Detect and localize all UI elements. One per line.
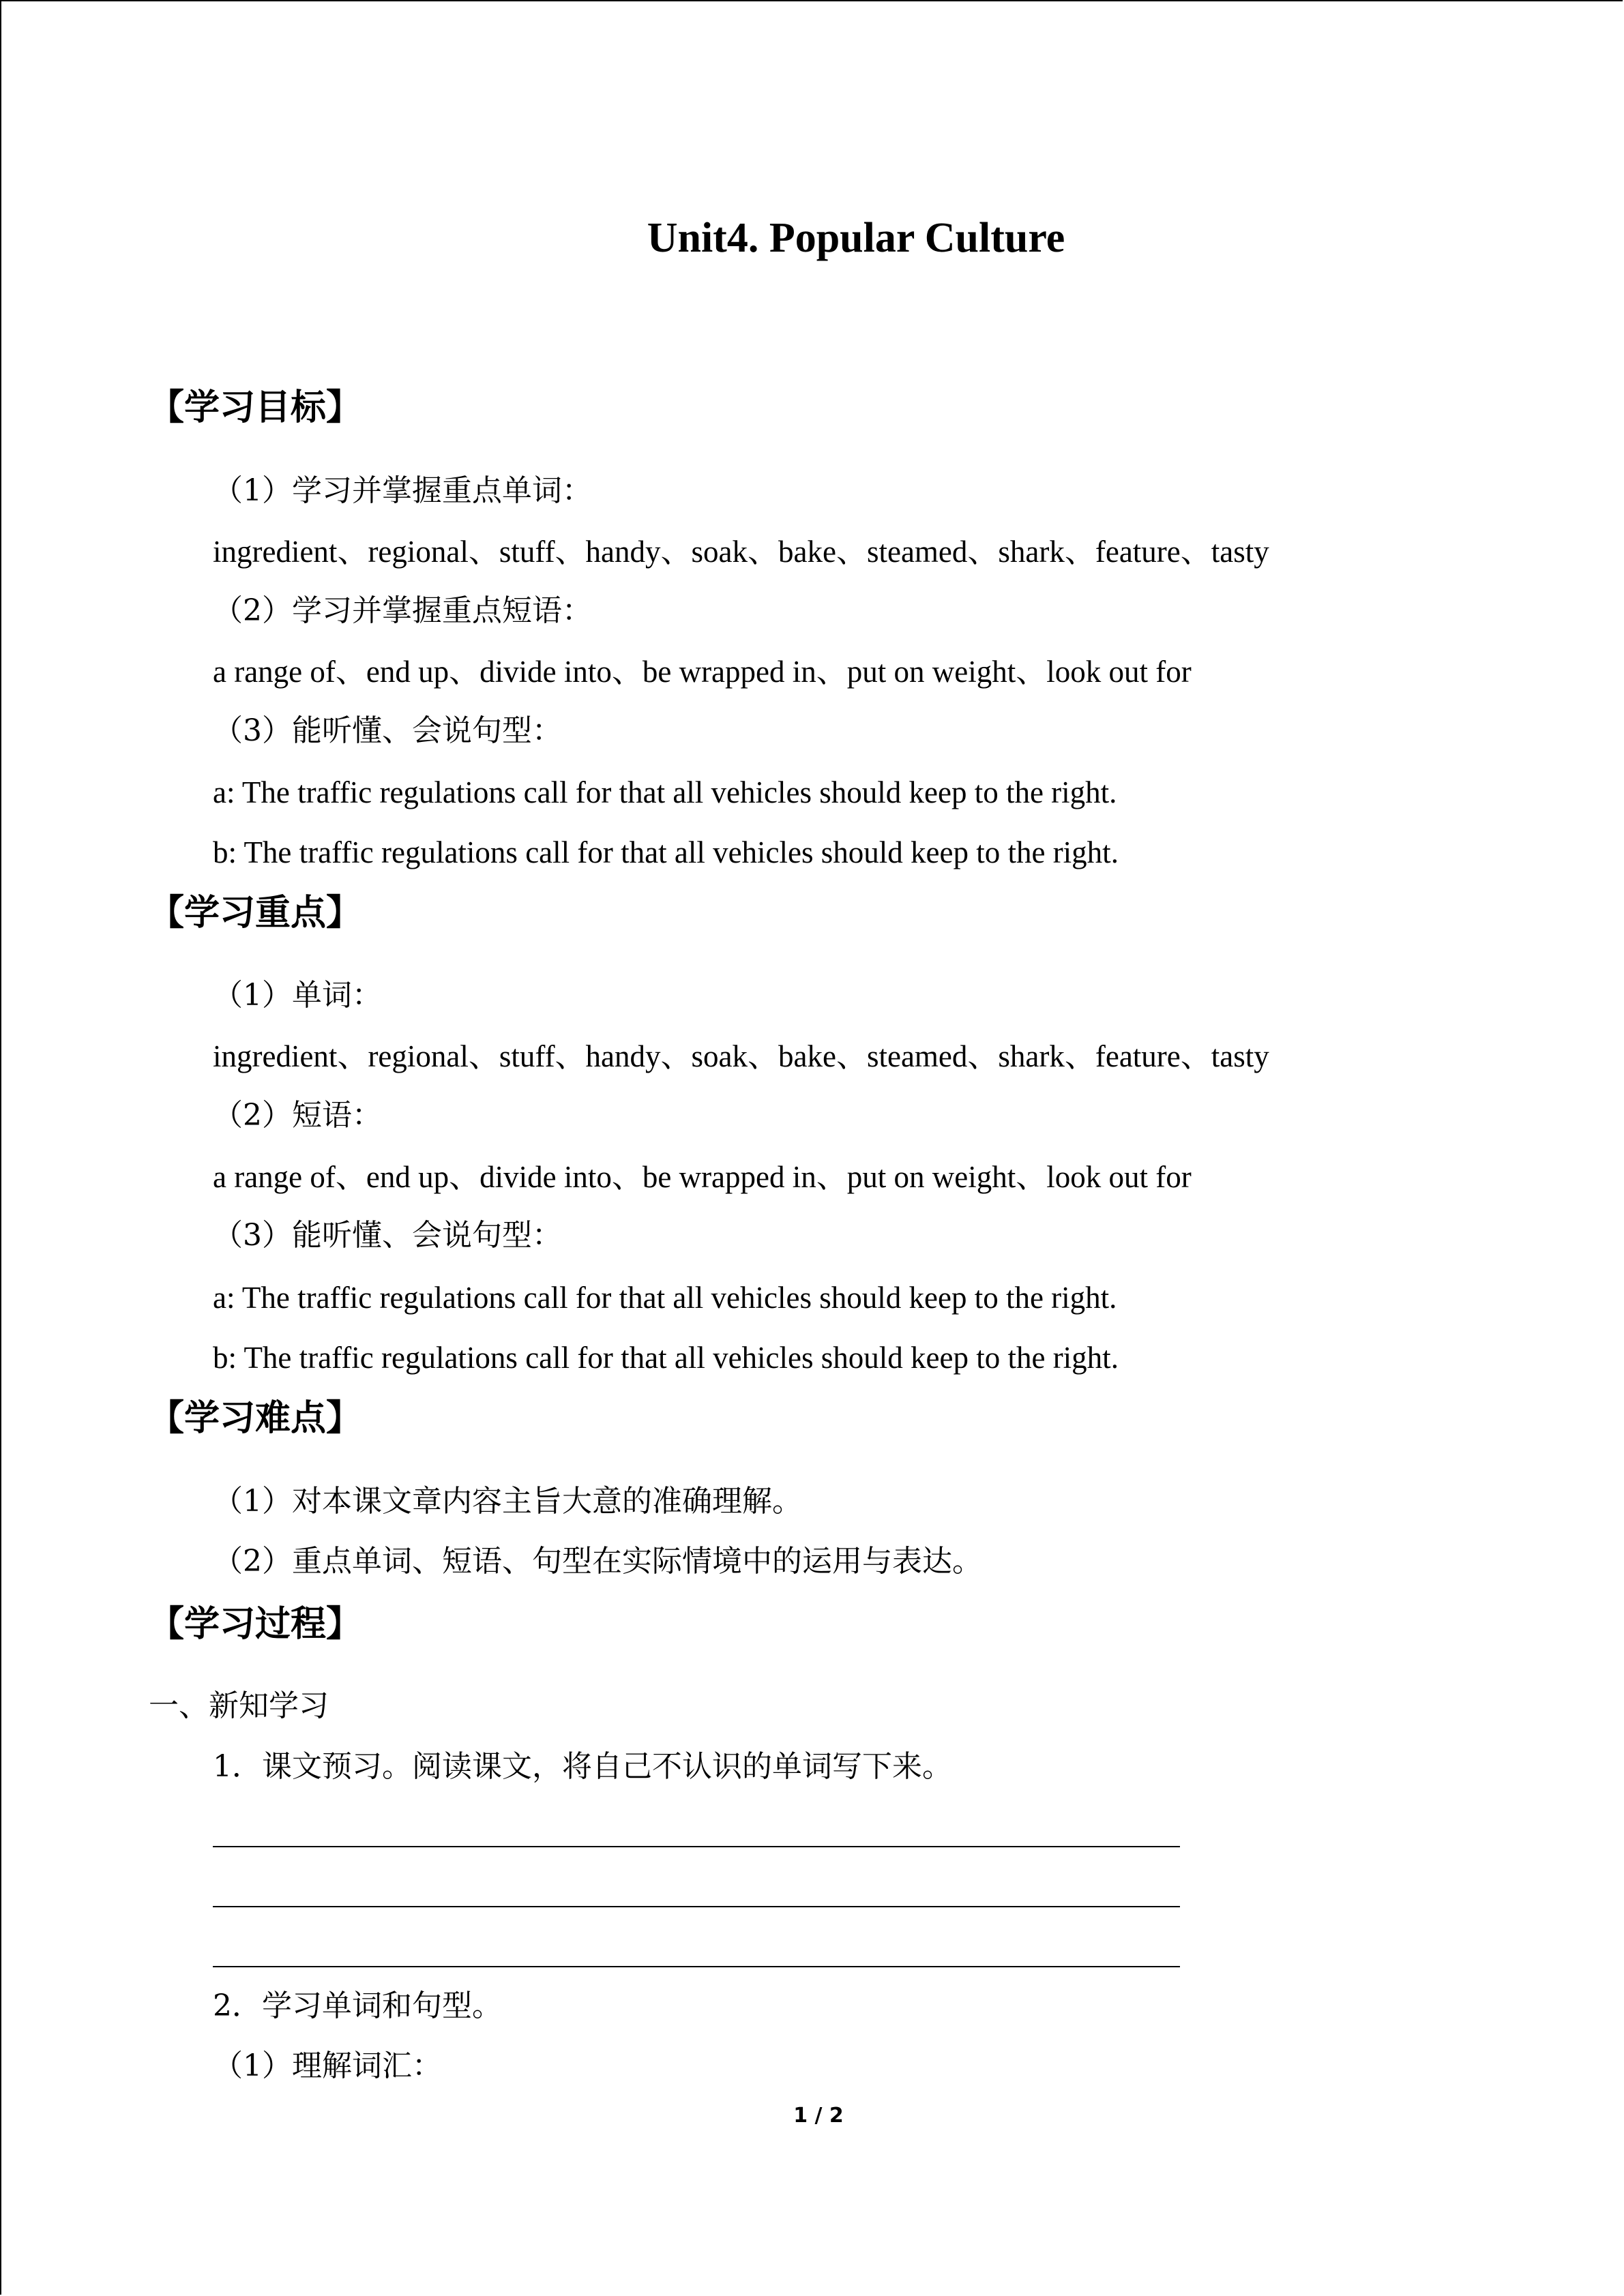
objectives-sentence-a: a: The traffic regulations call for that all vehicles should keep to the right.	[213, 775, 1117, 809]
answer-line-3[interactable]	[213, 1966, 1180, 1967]
page-number: 1 / 2	[793, 2104, 844, 2128]
objectives-sentence-b: b: The traffic regulations call for that all vehicles should keep to the right.	[213, 835, 1119, 869]
objectives-line-3: （3）能听懂、会说句型：	[213, 713, 562, 748]
key-points-sentence-b: b: The traffic regulations call for that all vehicles should keep to the right.	[213, 1341, 1119, 1375]
objectives-words: ingredient、regional、stuff、handy、soak、bake、steamed、shark、feature、tasty	[213, 535, 1269, 569]
task-two-title: 2．学习单词和句型。	[213, 1988, 502, 2023]
section-heading-difficulties: 【学习难点】	[149, 1398, 362, 1439]
task-two-subtitle: （1）理解词汇：	[213, 2048, 442, 2083]
difficulties-line-1: （1）对本课文章内容主旨大意的准确理解。	[213, 1484, 802, 1519]
key-points-phrases: a range of、end up、divide into、be wrapped in、put on weight、look out for	[213, 1160, 1192, 1194]
section-heading-process: 【学习过程】	[149, 1604, 362, 1645]
task-one-instruction: 1．课文预习。阅读课文，将自己不认识的单词写下来。	[213, 1749, 952, 1784]
objectives-line-1: （1）学习并掌握重点单词：	[213, 473, 592, 508]
section-heading-key-points: 【学习重点】	[149, 893, 362, 934]
objectives-phrases: a range of、end up、divide into、be wrapped in、put on weight、look out for	[213, 655, 1192, 689]
key-points-words: ingredient、regional、stuff、handy、soak、bake、steamed、shark、feature、tasty	[213, 1039, 1269, 1073]
key-points-line-2: （2）短语：	[213, 1098, 382, 1133]
key-points-line-1: （1）单词：	[213, 978, 382, 1013]
difficulties-line-2: （2）重点单词、短语、句型在实际情境中的运用与表达。	[213, 1544, 982, 1579]
part-one-title: 一、新知学习	[149, 1688, 329, 1723]
document-title: Unit4. Popular Culture	[647, 215, 1065, 261]
key-points-sentence-a: a: The traffic regulations call for that all vehicles should keep to the right.	[213, 1281, 1117, 1315]
answer-line-1[interactable]	[213, 1846, 1180, 1847]
key-points-line-3: （3）能听懂、会说句型：	[213, 1218, 562, 1253]
objectives-line-2: （2）学习并掌握重点短语：	[213, 593, 592, 628]
answer-line-2[interactable]	[213, 1906, 1180, 1907]
section-heading-objectives: 【学习目标】	[149, 387, 362, 428]
